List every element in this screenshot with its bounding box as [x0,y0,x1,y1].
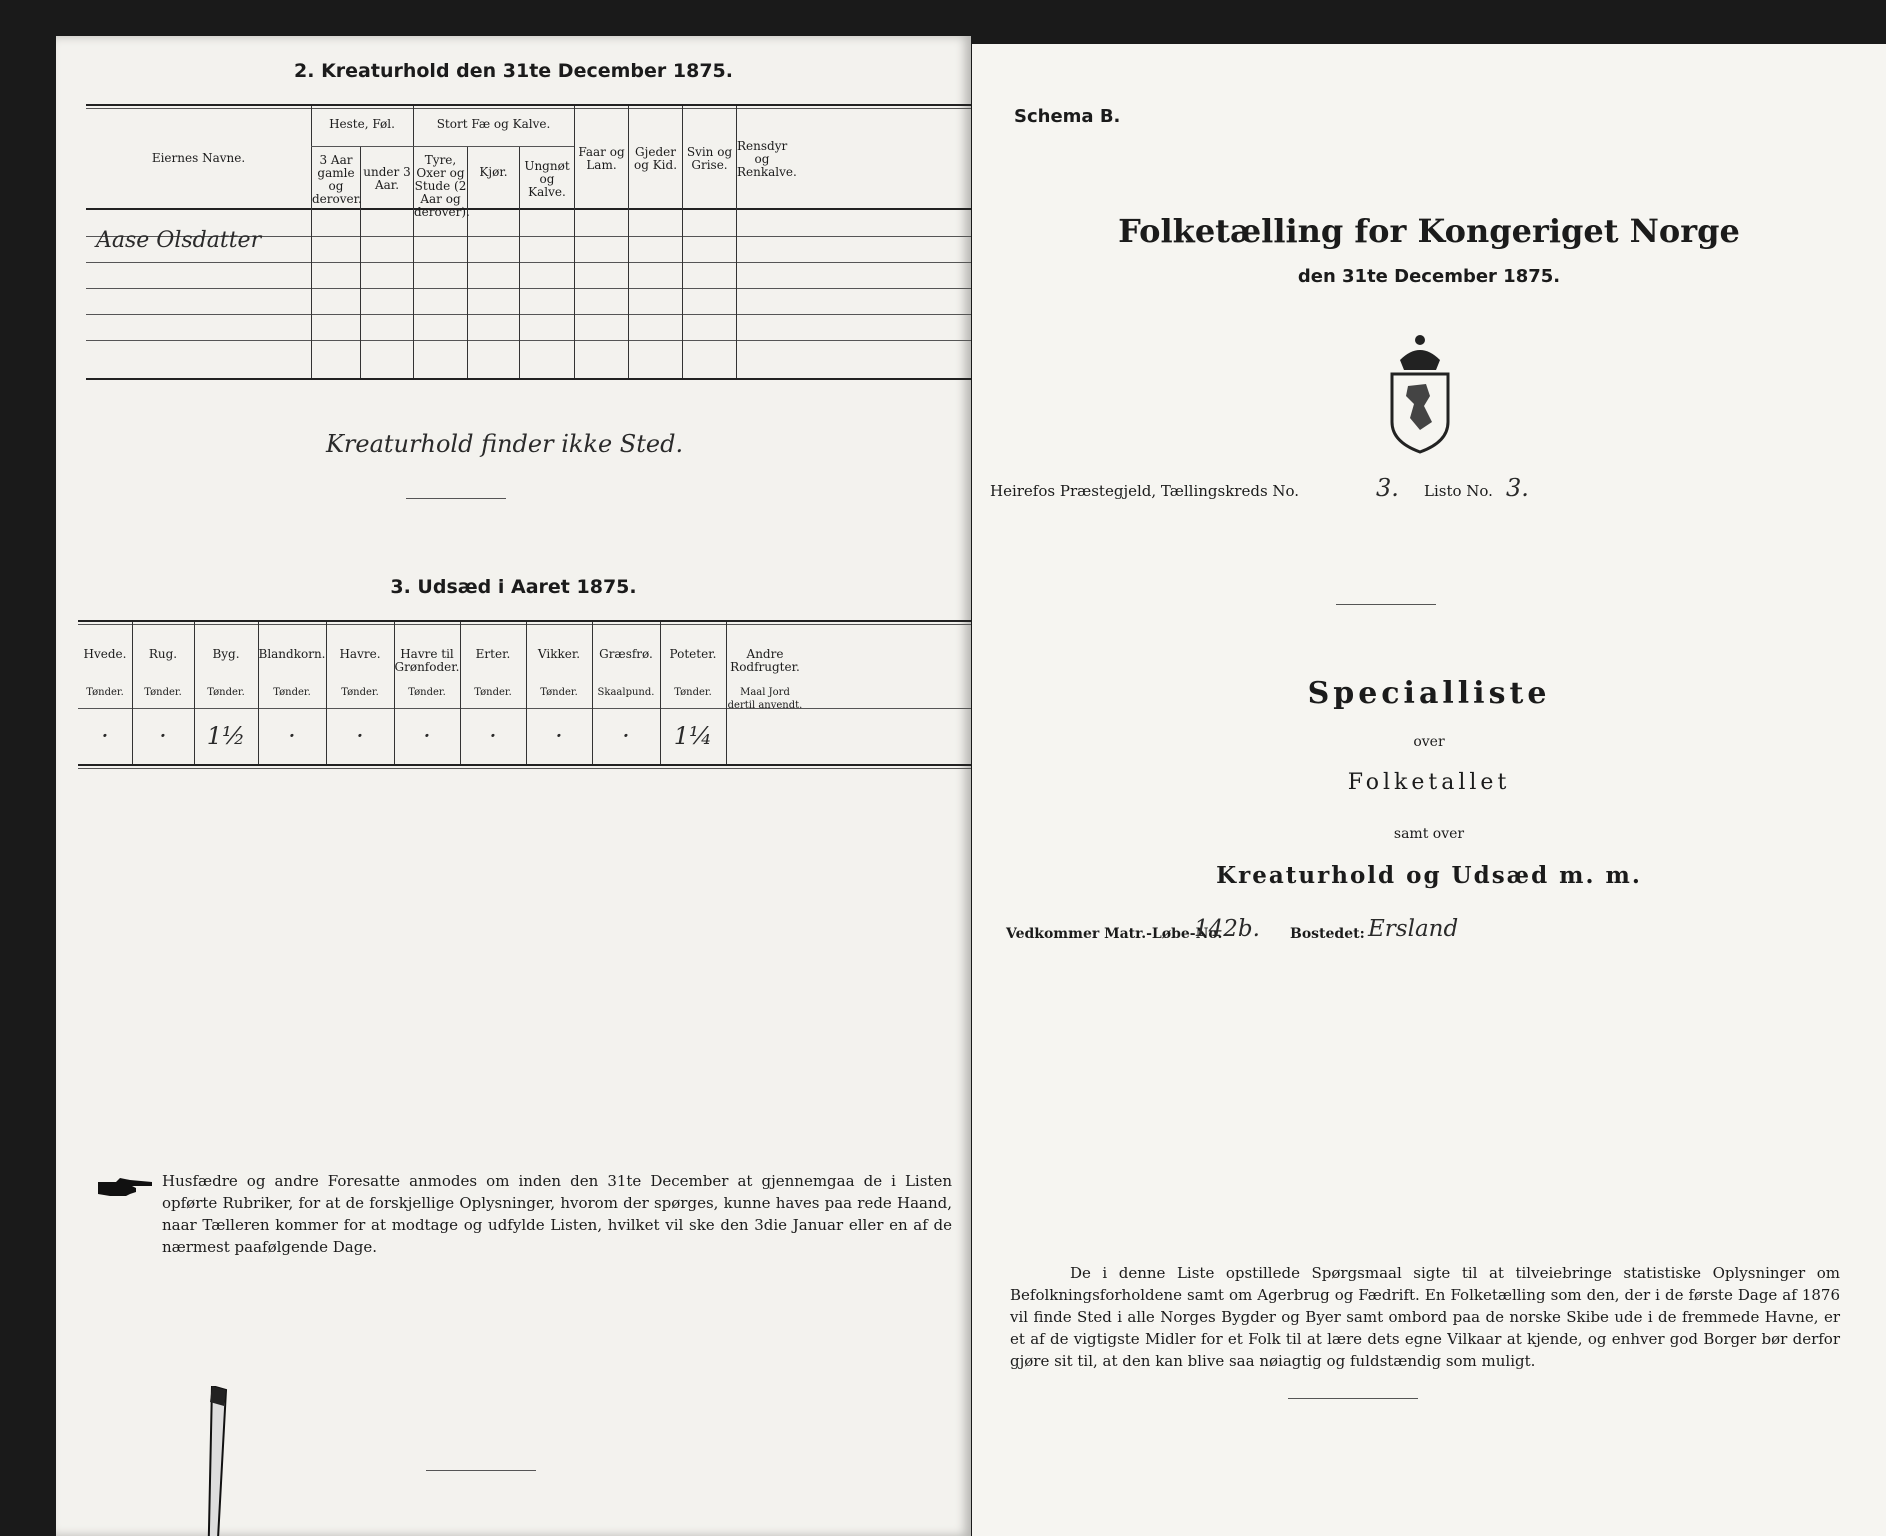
census-date: den 31te December 1875. [1297,266,1561,287]
section2-title: 2. Kreaturhold den 31te December 1875. [294,60,733,82]
bosted-label: Bostedet: [1290,926,1365,942]
sow-col-value: · [356,722,364,750]
col-sheep: Faar og Lam. [578,145,625,172]
sow-col-unit: Tønder. [273,687,311,698]
table-rule [78,708,971,709]
sow-col-value: 1½ [206,722,246,750]
sow-col-label: Græsfrø. [599,647,653,661]
matr-label: Vedkommer Matr.-Løbe-No. [1006,926,1223,942]
table-rule [86,314,971,315]
sow-col-value: · [489,722,497,750]
kreaturhold-text: Kreaturhold og Udsæd m. m. [1216,862,1642,889]
table-rule [78,620,971,622]
table-rule [86,108,971,109]
sow-col-unit: Tønder. [674,687,712,698]
sow-col-value: · [622,722,630,750]
col-divider [467,146,468,378]
coat-of-arms-icon [1380,326,1460,456]
sow-col-value: · [288,722,296,750]
separator [426,1470,536,1471]
sow-col-label: Byg. [212,647,240,661]
col-bulls: Tyre, Oxer og Stude (2 Aar og derover). [414,153,470,219]
parish-label: Præstegjeld, [1059,482,1157,500]
sow-col-value: · [101,722,109,750]
livestock-note: Kreaturhold finder ikke Sted. [326,430,684,458]
table-rule [86,378,971,380]
sow-col-unit: Tønder. [341,687,379,698]
table-rule [86,340,971,341]
parish-line [990,482,1299,500]
sow-col-unit: Tønder. [86,687,124,698]
over-text: over [1413,734,1445,750]
sow-col-value: · [423,722,431,750]
section3-title: 3. Udsæd i Aaret 1875. [390,576,637,598]
sow-col-label: Poteter. [669,647,717,661]
sow-col-label: Erter. [475,647,511,661]
separator [1336,604,1436,605]
table-rule [78,768,971,769]
col-goats: Gjeder og Kid. [633,145,678,172]
folketallet-text: Folketallet [1347,770,1511,795]
table-rule [86,208,971,210]
table-rule [78,764,971,766]
sow-col-unit: Tønder. [474,687,512,698]
sow-col-label: Vikker. [537,647,581,661]
pointing-hand-icon [96,1174,156,1200]
bosted-value: Ersland [1368,916,1459,942]
right-page [972,44,1886,1536]
left-page [56,36,971,1536]
col-reindeer: Rensdyr og Renkalve. [737,139,797,179]
notice-text: Husfædre og andre Foresatte anmodes om inden den 31te December at gjennemgaa de i Listen opførte Rubriker, for at de forskjellige Oplysninger, hvorom der spørges, kunne haves paa rede Haand, naar Tælleren kommer for at modtage og udfylde Listen, hvilket vil ske den 3die Januar eller en af de nærmest paafølgende Dage. [162,1172,952,1256]
special-title: Specialliste [1307,676,1551,711]
sow-col-unit: Tønder. [408,687,446,698]
table-rule [78,624,971,625]
intro-paragraph: De i denne Liste opstillede Spørgsmaal sigte til at tilveiebringe statistiske Oplysninger om Befolkningsforholdene samt om Agerbrug og Fædrift. En Folketælling som den, der i de første Dage af 1876 vil finde Sted i alle Norges Bygder og Byer samt ombord paa de norske Skibe ude i de fremmede Havne, er et af de vigtigste Midler for et Folk til at lære dets egne Vilkaar at kjende, og enhver god Borger bør derfor gjøre sit til, at den kan blive saa nøiagtig og fuldstændig som muligt. [1010,1264,1840,1370]
pen-icon [206,1386,230,1536]
owner-entry: Aase Olsdatter [96,228,262,253]
table-rule [86,288,971,289]
main-title: Folketælling for Kongeriget Norge [1118,212,1740,250]
group-rule [311,146,574,147]
col-pigs: Svin og Grise. [686,145,733,172]
table-rule [86,104,971,106]
list-label: Listo No. [1424,482,1493,500]
separator [1288,1398,1418,1399]
sow-col-label: Hvede. [83,647,127,661]
parish-prefix: Heirefos [990,482,1056,500]
sow-col-unit: Tønder. [144,687,182,698]
table-rule [86,262,971,263]
district-label: Tællingskreds No. [1160,482,1300,500]
sow-col-unit: Maal Jord dertil anvendt. [727,687,803,711]
sow-col-unit: Tønder. [207,687,245,698]
sow-col-label: Havre. [339,647,381,661]
sow-col-unit: Skaalpund. [597,687,655,698]
matr-value: 142b. [1194,916,1260,942]
samt-over-text: samt over [1393,826,1465,842]
col-horse-old: 3 Aar gamle og derover. [312,153,362,206]
sow-col-value: · [159,722,167,750]
sow-col-value: 1¼ [673,722,713,750]
sow-col-label: Andre Rodfrugter. [730,647,800,674]
district-number: 3. [1376,474,1399,502]
schema-label: Schema B. [1014,106,1121,127]
sow-col-label: Havre til Grønfoder. [394,647,460,674]
list-number: 3. [1506,474,1529,502]
col-calves: Ungnøt og Kalve. [524,159,570,199]
separator [406,498,506,499]
group-cattle: Stort Fæ og Kalve. [436,117,551,131]
sow-col-label: Blandkorn. [258,647,326,661]
sow-col-value: · [555,722,563,750]
sow-col-unit: Tønder. [540,687,578,698]
col-horse-young: under 3 Aar. [363,165,411,192]
col-owner: Eiernes Navne. [151,151,246,165]
group-horses: Heste, Føl. [329,117,395,131]
col-cows: Kjør. [479,165,508,179]
sow-col-label: Rug. [148,647,178,661]
